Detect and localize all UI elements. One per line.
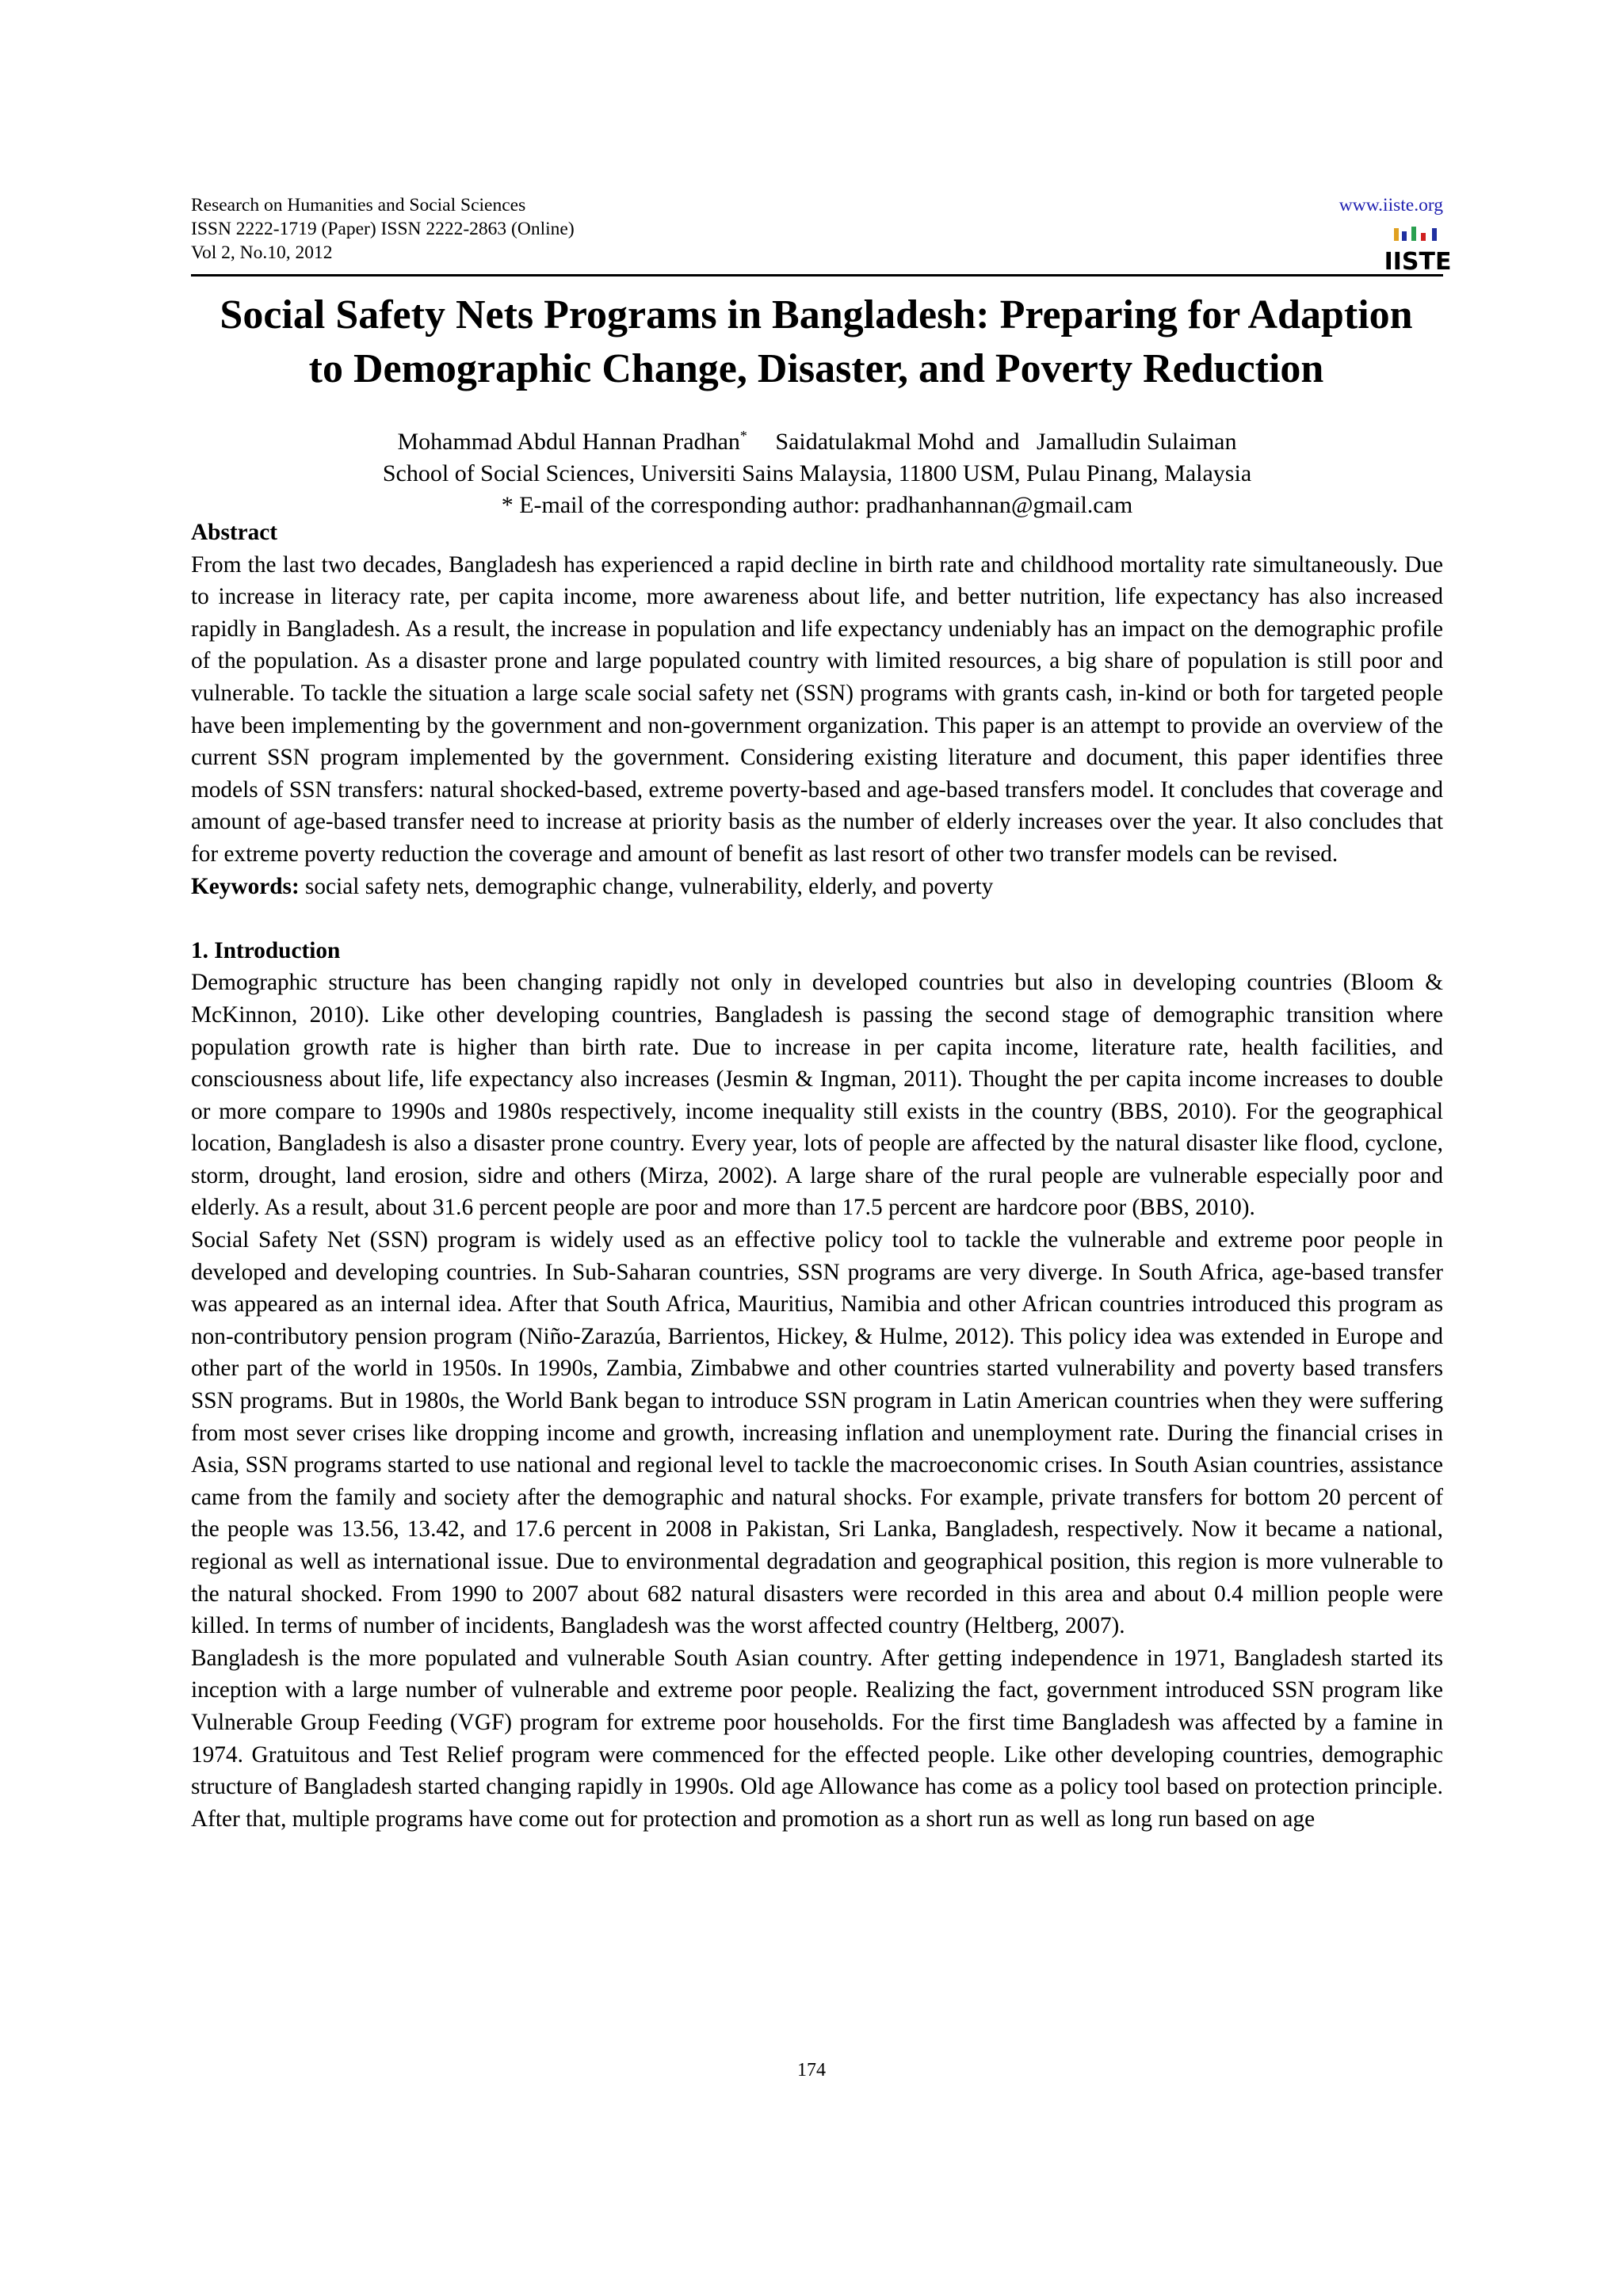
keywords-text: social safety nets, demographic change, vulnerability, elderly, and poverty <box>305 873 994 899</box>
introduction-heading: 1. Introduction <box>191 937 341 963</box>
intro-paragraph: Bangladesh is the more populated and vulnerable South Asian country. After getting independence in 1971, Bangladesh started its inception with a large number of vulnerable and extreme poor people. Realizing the fact, government introduced SSN program like Vulnerable Group Feeding (VGF) program for extreme poor households. For the first time Bangladesh was affected by a famine in 1974. Gratuitous and Test Relief program were commenced for the effected people. Like other developing countries, demographic structure of Bangladesh started changing rapidly in 1990s. Old age Allowance has come as a policy tool based on protection principle. After that, multiple programs have come out for protection and promotion as a short run as well as long run based on age <box>191 1645 1443 1832</box>
title-line-1: Social Safety Nets Programs in Bangladesh: Preparing for Adaption <box>220 292 1413 338</box>
abstract-heading: Abstract <box>191 520 278 545</box>
journal-url-link[interactable]: www.iiste.org <box>1338 195 1443 215</box>
intro-paragraph: Social Safety Net (SSN) program is widely used as an effective policy tool to tackle the vulnerable and extreme poor people in developed and developing countries. In Sub-Saharan countries, SSN programs are very diverge. In South Africa, age-based transfer was appeared as an internal idea. After that South Africa, Mauritius, Namibia and other African countries introduced this program as non-contributory pension program (Niño-Zarazúa, Barrientos, Hickey, & Hulme, 2012). This policy idea was extended in Europe and other part of the world in 1950s. In 1990s, Zambia, Zimbabwe and other countries started vulnerability and poverty based transfers SSN programs. But in 1980s, the World Bank began to introduce SSN program in Latin American countries when they were suffering from most sever crises like dropping income and growth, increasing inflation and unemployment rate. During the financial crises in Asia, SSN programs started to use national and regional level to tackle the macroeconomic crises. In South Asian countries, assistance came from the family and society after the demographic and natural shocks. For example, private transfers for bottom 20 percent of the people was 13.56, 13.42, and 17.6 percent in 2008 in Pakistan, Sri Lanka, Bangladesh, respectively. Now it became a national, regional as well as international issue. Due to environmental degradation and geographical position, this region is more vulnerable to the natural shocked. From 1990 to 2007 about 682 natural disasters were recorded in this area and about 0.4 million people were killed. In terms of number of incidents, Bangladesh was the worst affected country (Heltberg, 2007). <box>191 1227 1443 1639</box>
author-1: Mohammad Abdul Hannan Pradhan* <box>397 428 747 455</box>
iiste-logo-icon <box>1384 225 1452 276</box>
keywords-line <box>191 871 1443 903</box>
author-names <box>191 420 1443 458</box>
section-gap <box>191 902 1443 935</box>
abstract-text: From the last two decades, Bangladesh has experienced a rapid decline in birth rate and childhood mortality rate simultaneously. Due to increase in literacy rate, per capita income, more awareness about life, and better nutrition, life expectancy has also increased rapidly in Bangladesh. As a result, the increase in population and life expectancy undeniably has an impact on the demographic profile of the population. As a disaster prone and large populated country with limited resources, a big share of population is still poor and vulnerable. To tackle the situation a large scale social safety net (SSN) programs with grants cash, in-kind or both for targeted people have been implementing by the government and non-government organization. This paper is an attempt to provide an overview of the current SSN program implemented by the government. Considering existing literature and document, this paper identifies three models of SSN transfers: natural shocked-based, extreme poverty-based and age-based transfers model. It concludes that coverage and amount of age-based transfer need to increase at priority basis as the number of elderly increases over the year. It also concludes that for extreme poverty reduction the coverage and amount of benefit as last resort of other two transfer models can be revised. <box>191 551 1443 867</box>
page-number: 174 <box>797 2060 826 2081</box>
paper-body <box>191 517 1443 1835</box>
keywords-label: Keywords: <box>191 873 300 899</box>
journal-issn: ISSN 2222-1719 (Paper) ISSN 2222-2863 (Online) <box>191 219 575 239</box>
author-3: Jamalludin Sulaiman <box>1037 429 1237 455</box>
running-header <box>191 193 1452 276</box>
affiliation: School of Social Sciences, Universiti Sains Malaysia, 11800 USM, Pulau Pinang, Malaysia <box>382 460 1252 486</box>
journal-volume: Vol 2, No.10, 2012 <box>191 242 333 263</box>
header-divider <box>191 274 1443 277</box>
intro-paragraph: Demographic structure has been changing rapidly not only in developed countries but also in developing countries (Bloom & McKinnon, 2010). Like other developing countries, Bangladesh is passing the second stage of demographic transition where population growth rate is higher than birth rate. Due to increase in per capita income, literature rate, health facilities, and consciousness about life, life expectancy also increases (Jesmin & Ingman, 2011). Thought the per capita income increases to double or more compare to 1990s and 1980s respectively, income inequality still exists in the country (BBS, 2010). For the geographical location, Bangladesh is also a disaster prone country. Every year, lots of people are affected by the natural disaster like flood, cyclone, storm, drought, land erosion, sidre and others (Mirza, 2002). A large share of the rural people are vulnerable especially poor and elderly. As a result, about 31.6 percent people are poor and more than 17.5 percent are hardcore poor (BBS, 2010). <box>191 970 1443 1221</box>
corresponding-mark: * <box>739 428 747 444</box>
journal-name: Research on Humanities and Social Sciences <box>191 195 526 215</box>
author-block <box>191 420 1443 521</box>
logo-text: IISTE <box>1384 248 1452 276</box>
journal-info <box>191 193 1443 265</box>
title-line-2: to Demographic Change, Disaster, and Poverty Reduction <box>308 346 1324 391</box>
paper-title <box>143 288 1490 396</box>
corresponding-email: * E-mail of the corresponding author: pradhanhannan@gmail.cam <box>501 492 1133 518</box>
author-conjunction: and <box>985 429 1020 455</box>
author-2: Saidatulakmal Mohd <box>775 429 975 455</box>
